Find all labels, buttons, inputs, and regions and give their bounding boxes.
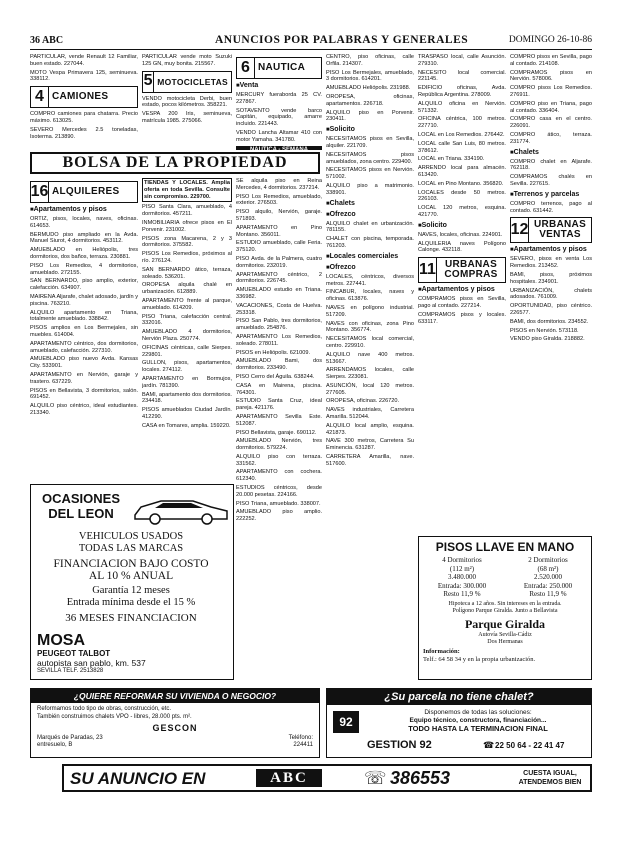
classified-ad: LOCAL en Los Remedios. 276442. xyxy=(418,131,505,138)
nautica-promo xyxy=(236,146,322,150)
reforma-line: También construimos chalets VPO - libres, 28.000 pts. m². xyxy=(37,714,192,720)
pisos-offers xyxy=(419,556,591,599)
phone-label: Teléfono: xyxy=(288,735,313,741)
classified-ad: AMUEBLADO piso amplio. 222252. xyxy=(236,509,322,523)
classified-ad: ALQUILO piso a matrimonio. 338901. xyxy=(326,182,414,196)
classified-ad: APARTAMENTO con cochera. 612340. xyxy=(236,469,322,483)
classified-ad: ALQUILO piso céntrico, ideal estudiantes. 213340. xyxy=(30,403,138,416)
classified-ad: EDIFICIO oficinas, Avda. República Argentina. 278009. xyxy=(418,85,506,98)
abc-bar-slogan xyxy=(510,769,590,787)
classified-ad: PISOS en Heliópolis. 621009. xyxy=(236,349,311,356)
gestion-phone: 22 50 64 - 22 41 47 xyxy=(495,741,565,750)
classified-ad: APARTAMENTO Sevilla Este. 512087. xyxy=(236,413,322,427)
reforma-phone xyxy=(289,735,313,749)
subsection-heading: ■ Terrenos y parcelas xyxy=(510,191,592,199)
column-1-alquileres xyxy=(30,178,138,480)
column-3-alquileres xyxy=(236,178,322,680)
classified-ad: PISO Santa Clara, amueblado, 4 dormitorios. 457211. xyxy=(142,204,232,218)
section-number: 16 xyxy=(31,182,49,202)
classified-ad: NAVES con oficinas, zona Pino Montano. 356774. xyxy=(326,320,414,334)
gestion-92-logo: GESTION 92 xyxy=(367,739,432,751)
reforma-title: ¿QUIERE REFORMAR SU VIVIENDA O NEGOCIO? xyxy=(31,689,319,703)
classified-ad: GULLON, pisos, apartamentos, locales. 274112. xyxy=(142,360,232,374)
gestion-badge: 92 xyxy=(333,711,359,733)
classified-ad: AMUEBLADO piso nuevo Avda. Kansas City. 533901. xyxy=(30,356,138,370)
ocasiones-line: AL 10 % ANUAL xyxy=(88,570,174,582)
classified-ad: PISO San Pablo, tres dormitorios, amueblado. 254876. xyxy=(236,318,322,332)
classified-ad: TRASPASO local, calle Asunción. 279310. xyxy=(418,54,506,67)
classified-ad: CARRETERA Amarilla, nave. 517600. xyxy=(326,454,414,467)
pisos-road: Autovía Sevilla-Cádiz xyxy=(478,631,532,638)
classified-ad: PISO Triana, calefacción central. 332016. xyxy=(142,313,232,327)
subsection-heading: ■ Apartamentos y pisos xyxy=(418,286,506,294)
classified-ad: URBANIZACIÓN, chalets adosados. 761009. xyxy=(510,287,592,301)
offer-2-dorm xyxy=(505,556,591,599)
address-line: Marqués de Paradas, 23 xyxy=(37,735,103,741)
classified-ad: COMPRO ático, terraza. 231774. xyxy=(510,131,592,145)
offer-line: Entrada: 300.000 xyxy=(437,581,487,590)
column-1-top xyxy=(30,54,138,150)
classified-ad: VENDO motocicleta Derbi, buen estado, pocos kilómetros. 358221. xyxy=(142,95,232,109)
column-2-alquileres xyxy=(142,178,232,430)
classified-ad: OROPESA alquila chalé en urbanización. 612889. xyxy=(142,282,232,296)
offer-line: 2 Dormitorios xyxy=(528,556,568,564)
classified-ad: COMPRO terrenos, pago al contado. 631442. xyxy=(510,200,592,214)
classified-ad: ALQUILERIA naves Polígono Calonge. 432118. xyxy=(418,240,506,254)
promo-line: NAUTICA - SEMANA xyxy=(249,146,309,150)
section-header-nautica xyxy=(236,57,322,79)
classified-ad: CENTRO, piso oficinas, calle Orfila. 214307. xyxy=(326,54,414,67)
classified-ad: COMPRO piso en Triana, pago al contado. 336404. xyxy=(510,100,592,114)
classified-ad: PISOS zona Macarena, 2 y 3 dormitorios. 375582. xyxy=(142,235,232,249)
bolsa-propiedad-banner: BOLSA DE LA PROPIEDAD xyxy=(30,152,320,174)
section-label: CAMIONES xyxy=(52,91,109,103)
boxed-ad: TIENDAS Y LOCALES. Amplia oferta en toda Sevilla. Consulte sin compromiso. 229700. xyxy=(142,178,232,202)
classified-ad: SOTAVENTO vende barco Capitán, equipado, amarre incluido. 221443. xyxy=(236,107,322,128)
classified-ad: BAMI, apartamento dos dormitorios. 234418. xyxy=(142,391,232,405)
classified-ad: NAVES industriales, Carretera Amarilla. 512044. xyxy=(326,407,414,421)
ocasiones-title-line: OCASIONES xyxy=(41,491,120,506)
reforma-address xyxy=(37,735,103,749)
classified-ad: OFICINA céntrica, 100 metros. 227710. xyxy=(418,116,506,130)
classified-ad: VENDO piso Giralda. 218882. xyxy=(510,336,585,343)
pisos-llave-en-mano-ad xyxy=(418,536,592,680)
classified-ad: NAVE 300 metros, Carretera Su Eminencia. 631287. xyxy=(326,438,414,452)
reforma-line: Reformamos todo tipo de obras, construcción, etc. xyxy=(37,706,172,712)
subsection-heading: ■ Solicito xyxy=(326,126,414,134)
section-number: 6 xyxy=(237,58,255,78)
classified-ad: APARTAMENTO frente al parque, amueblado. 614209. xyxy=(142,297,232,311)
classified-ad: CHALET con piscina, temporada. 761203. xyxy=(326,236,414,249)
classified-ad: PISO Los Remedios, amueblado, exterior. 276503. xyxy=(236,193,322,207)
section-label xyxy=(437,260,505,280)
ocasiones-title-line: DEL LEON xyxy=(48,506,114,521)
classified-ad: ARRENDO local para almacén. 613420. xyxy=(418,165,506,178)
section-label: NAUTICA xyxy=(258,62,306,73)
classified-ad: LOCALES, céntricos, diversos metros. 227441. xyxy=(326,273,414,287)
section-label-line: VENTAS xyxy=(539,229,581,241)
classified-ad: COMPRAMOS pisos y locales. 633117. xyxy=(418,311,506,325)
classified-ad: LOCAL en Triana. 334190. xyxy=(418,156,485,163)
pisos-note: Hipoteca a 12 años. Sin intereses en la entrada. xyxy=(448,600,562,607)
mosa-dealer xyxy=(37,633,227,675)
pisos-info-label: Información: xyxy=(423,647,460,655)
reforma-ad xyxy=(30,688,320,758)
classified-ad: NECESITAMOS pisos en Nervión. 571002. xyxy=(326,167,414,181)
classified-ad: CASA en Mairena, piscina. 764301. xyxy=(236,382,322,396)
classified-ad: OFICINAS céntricas, calle Sierpes. 229801. xyxy=(142,344,232,358)
classified-ad: OROPESA, oficinas, apartamentos. 226718. xyxy=(326,93,414,107)
classified-ad: PISO Los Remedios, 4 dormitorios, amueblado. 272155. xyxy=(30,262,138,276)
ocasiones-line: TODAS LAS MARCAS xyxy=(78,543,184,554)
classified-ad: AMUEBLADO en Heliópolis, tres dormitorios, dos baños, terraza. 230881. xyxy=(30,247,138,260)
classified-ad: NECESITAMOS pisos amueblados, zona centro. 229400. xyxy=(326,151,414,165)
classified-ad: OROPESA, oficinas. 226720. xyxy=(326,398,400,405)
classified-ad: CASA en Tomares, amplia. 159220. xyxy=(142,422,231,429)
ocasiones-line: VEHICULOS USADOS xyxy=(78,531,184,542)
section-header-urbanas-compras xyxy=(418,257,506,283)
page-number: 36 ABC xyxy=(30,35,64,46)
phone-icon: ☎ xyxy=(483,740,495,750)
classified-ad: OPORTUNIDAD, piso céntrico. 226577. xyxy=(510,303,592,316)
offer-line: (68 m²) xyxy=(537,564,559,573)
section-label: MOTOCICLETAS xyxy=(157,76,228,87)
abc-phone: 386553 xyxy=(390,768,451,788)
subsection-heading: ■ Solicito xyxy=(418,222,506,230)
ocasiones-body xyxy=(31,531,231,624)
classified-ad: PISOS Los Remedios, próximos al río. 276124. xyxy=(142,251,232,264)
classified-ad: BERMUDO piso ampliado en la Avda. Manuel Siurot, 4 dormitorios. 453112. xyxy=(30,231,138,245)
ocasiones-title xyxy=(35,491,127,521)
subsection-heading: ■ Venta xyxy=(236,82,322,90)
mosa-logo: MOSA xyxy=(37,632,85,649)
section-label xyxy=(529,220,591,240)
classified-ad: PISO Los Bermejales, amueblado, 3 dormitorios. 614201. xyxy=(326,69,414,83)
dealer-brand: PEUGEOT TALBOT xyxy=(37,649,111,658)
classified-ad: APARTAMENTO en Bormujos, jardín. 781390. xyxy=(142,375,232,389)
classified-ad: PISOS amueblados Ciudad Jardín. 412290. xyxy=(142,407,232,420)
classified-ad: AMUEBLADO Heliópolis. 231988. xyxy=(326,85,411,92)
classified-ad: ALQUILO piso con terraza. 331562. xyxy=(236,453,322,467)
classified-ad: APARTAMENTO en Pino Montano. 356011. xyxy=(236,224,322,238)
pisos-road: Dos Hermanas xyxy=(487,638,523,645)
slogan-line: CUESTA IGUAL, xyxy=(523,770,577,777)
subsection-heading: ■ Apartamentos y pisos xyxy=(30,206,138,214)
dealer-phone: SEVILLA TELF. 2513828 xyxy=(37,668,104,674)
classified-ad: APARTAMENTO céntrico, dos dormitorios, amueblado, calefacción. 227310. xyxy=(30,340,138,354)
classified-ad: COMPRAMOS pisos en Sevilla, pago al contado. 227214. xyxy=(418,296,506,309)
classified-ad: SEVERO, pisos en venta Los Remedios. 213452. xyxy=(510,256,592,270)
parque-giralda: Parque Giralda xyxy=(464,616,546,631)
column-5 xyxy=(418,54,506,532)
classified-ad: NAVES, locales, oficinas. 224901. xyxy=(418,231,503,238)
classified-ad: ASUNCIÓN, local 120 metros. 277605. xyxy=(326,382,414,396)
classified-ad: PISOS en Nervión. 573118. xyxy=(510,327,579,334)
parcela-line: Equipo técnico, constructora, financiación... xyxy=(409,717,547,724)
offer-line: Resto 11,9 % xyxy=(443,590,481,598)
parcela-line: Disponemos de todas las soluciones: xyxy=(424,709,532,716)
offer-line: Entrada: 250.000 xyxy=(523,581,573,590)
offer-4-dorm xyxy=(419,556,505,599)
section-number: 4 xyxy=(31,87,49,107)
pisos-title: PISOS LLAVE EN MANO xyxy=(435,540,575,554)
classified-ad: NECESITAMOS local comercial, centro. 229910. xyxy=(326,336,414,349)
classified-ad: NAVES en polígono industrial. 517209. xyxy=(326,304,414,318)
classified-ad: COMPRO pisos en Sevilla, pago al contado. 214108. xyxy=(510,54,592,67)
classified-ad: PARTICULAR, vende Renault 12 Familiar, buen estado. 227044. xyxy=(30,54,138,67)
classified-ad: ALQUILO oficina en Nervión. 571332. xyxy=(418,100,506,114)
classified-ad: APARTAMENTO Los Remedios, soleado. 278011. xyxy=(236,333,322,347)
section-number: 5 xyxy=(143,72,154,92)
section-label-line: URBANAS xyxy=(533,219,587,231)
abc-anuncio-bar xyxy=(62,764,592,792)
classified-ad: LOCAL en Pino Montano. 356820. xyxy=(418,180,504,187)
classified-ad: PISOS en Bellavista, 3 dormitorios, salón. 691452. xyxy=(30,387,138,401)
classified-ad: PARTICULAR vende moto Suzuki 125 GN, muy bonita. 215567. xyxy=(142,54,232,67)
classified-ad: PISO Triana, amueblado. 338007. xyxy=(236,500,321,507)
classified-ad: ALQUILO chalet en urbanización. 781155. xyxy=(326,220,414,234)
abc-bar-text: SU ANUNCIO EN xyxy=(70,769,206,788)
parcela-line: TODO HASTA LA TERMINACION FINAL xyxy=(408,724,548,733)
offer-line: 2.520.000 xyxy=(534,573,562,581)
classified-ad: AMUEBLADO Nervión, tres dormitorios. 579224. xyxy=(236,438,322,452)
classified-ad: LOCAL calle San Luis, 80 metros. 378612. xyxy=(418,140,506,154)
classified-ad: MAIRENA Aljarafe, chalet adosado, jardín y piscina. 763210. xyxy=(30,293,138,307)
classified-ad: COMPRO camiones para chatarra. Precio máximo. 613025. xyxy=(30,111,138,124)
classified-ad: COMPRO casa en el centro. 226091. xyxy=(510,116,592,130)
offer-line: (112 m²) xyxy=(449,564,475,573)
issue-date: DOMINGO 26-10-86 xyxy=(508,35,592,45)
classified-ad: VACACIONES, Costa de Huelva. 253318. xyxy=(236,302,322,316)
classified-ad: ESTUDIO Santa Cruz, ideal pareja. 421176. xyxy=(236,398,322,412)
classified-ad: BAMI, dos dormitorios. 234552. xyxy=(510,318,589,325)
parcela-body xyxy=(367,709,589,733)
reforma-body xyxy=(31,703,319,723)
offer-line: 3.480.000 xyxy=(448,573,476,581)
classified-ad: SEVERO Mercedes 2.5 toneladas, Isoterma. 213890. xyxy=(30,126,138,140)
classified-ad: ALQUILO piso en Porvenir. 230411. xyxy=(326,109,414,123)
classified-ad: ALQUILO local amplio, esquina. 421873. xyxy=(326,422,414,436)
subsection-heading: ■ Locales comerciales xyxy=(326,253,414,261)
subsection-heading: ■ Chalets xyxy=(326,200,414,208)
section-header-camiones xyxy=(30,86,138,108)
subsection-heading: ■ Ofrezco xyxy=(326,264,414,272)
section-header-motocicletas xyxy=(142,71,232,93)
classified-ad: PISO Cerro del Águila. 638244. xyxy=(236,373,315,380)
classified-ad: SAN BERNARDO, piso amplio, exterior, calefacción. 634907. xyxy=(30,278,138,292)
classified-ad: ARRENDAMOS locales, calle Sierpes. 223081. xyxy=(326,367,414,381)
ocasiones-line: Entrada mínima desde el 15 % xyxy=(66,597,196,608)
section-title: ANUNCIOS POR PALABRAS Y GENERALES xyxy=(215,34,469,46)
classified-ad: INMOBILIARIA ofrece pisos en El Porvenir. 231002. xyxy=(142,219,232,233)
classified-ad: VESPA 200 Iris, seminueva, matrícula 1985. 275066. xyxy=(142,111,232,124)
section-header-urbanas-ventas xyxy=(510,217,592,243)
classified-ad: VENDO Lancha Altamar 410 con motor Yamaha. 341780. xyxy=(236,129,322,143)
pisos-phone: Telf.: 64 58 34 y en la propia urbanización. xyxy=(423,655,536,663)
classified-ad: ALQUILO apartamento en Triana, totalmente amueblado. 338842. xyxy=(30,309,138,323)
column-2-top xyxy=(142,54,232,150)
classified-ad: PISO Bellavista, garaje. 690112. xyxy=(236,429,317,436)
address-line: entresuelo, B xyxy=(37,742,73,748)
slogan-line: ATENDEMOS BIEN xyxy=(518,779,582,786)
ocasiones-line: Garantía 12 meses xyxy=(92,585,170,596)
classified-ad: NECESITO local comercial. 221145. xyxy=(418,69,506,83)
classified-ad: PISOS amplios en Los Bermejales, sin muebles. 614004. xyxy=(30,325,138,338)
ocasiones-del-leon-ad xyxy=(30,484,234,680)
classified-ad: COMPRAMOS pisos en Nervión. 578006. xyxy=(510,69,592,83)
column-6 xyxy=(510,54,592,532)
car-illustration xyxy=(131,491,231,527)
subsection-heading: ■ Ofrezco xyxy=(326,211,414,219)
offer-line: 4 Dormitorios xyxy=(442,556,482,564)
masthead xyxy=(30,34,592,50)
pisos-location: Polígono Parque Giralda. Junto a Bellavista xyxy=(452,607,558,614)
classified-ad: SE alquila piso en Reina Mercedes, 4 dormitorios. 237214. xyxy=(236,178,322,191)
classified-ad: COMPRO pisos Los Remedios. 276911. xyxy=(510,85,592,98)
subsection-heading: ■ Apartamentos y pisos xyxy=(510,246,592,254)
section-label-line: URBANAS xyxy=(444,259,498,271)
subsection-heading: ■ Chalets xyxy=(510,149,592,157)
section-header-alquileres xyxy=(30,181,138,203)
section-number: 12 xyxy=(511,218,529,242)
section-label-line: COMPRAS xyxy=(444,269,498,281)
column-3-top xyxy=(236,54,322,150)
classified-ad: PISO Avda. de la Palmera, cuatro dormitorios. 232019. xyxy=(236,255,322,269)
classified-ad: ORTIZ, pisos, locales, naves, oficinas. 614653. xyxy=(30,216,138,229)
classified-ad: APARTAMENTO céntrico, 2 dormitorios. 226745. xyxy=(236,271,322,285)
classified-ad: LOCALES desde 50 metros. 226103. xyxy=(418,189,506,203)
classified-ad: ALQUILO nave 400 metros. 513667. xyxy=(326,351,414,365)
classified-ad: COMPRO chalet en Aljarafe. 762118. xyxy=(510,158,592,172)
telephone-icon: ☏ xyxy=(364,768,387,788)
ocasiones-line: 36 MESES FINANCIACION xyxy=(65,612,197,624)
classified-ad: APARTAMENTO en Nervión, garaje y trastero. 637229. xyxy=(30,371,138,385)
abc-logo: ABC xyxy=(256,769,322,787)
classified-ad: AMUEBLADO Bami, dos dormitorios. 233490. xyxy=(236,358,322,372)
phone-number: 224411 xyxy=(293,742,313,748)
gescon-logo: GESCON xyxy=(152,723,198,733)
classified-ad: NECESITAMOS pisos en Sevilla, alquiler. 221709. xyxy=(326,136,414,149)
classified-ad: PISO alquilo, Nervión, garaje. 571893. xyxy=(236,209,322,222)
classified-ad: ESTUDIO amueblado, calle Feria. 375120. xyxy=(236,240,322,254)
classified-ad: SAN BERNARDO ático, terraza, soleado. 536201. xyxy=(142,266,232,280)
classified-ad: MERCURY fueraborda 25 CV. 227867. xyxy=(236,92,322,105)
classified-ad: MOTO Vespa Primavera 125, seminueva. 338112. xyxy=(30,69,138,83)
dealer-address: autopista san pablo, km. 537 xyxy=(37,658,146,668)
classified-ad: LOCAL 120 metros, esquina. 421770. xyxy=(418,205,506,218)
parcela-ad xyxy=(326,688,592,758)
section-label: ALQUILERES xyxy=(52,186,120,197)
classified-ad: COMPRAMOS chalés en Sevilla. 227615. xyxy=(510,174,592,187)
parcela-title: ¿Su parcela no tiene chalet? xyxy=(327,689,591,705)
ocasiones-line: FINANCIACION BAJO COSTO xyxy=(53,558,209,570)
section-number: 11 xyxy=(419,258,437,282)
reforma-footer xyxy=(31,733,319,751)
offer-line: Resto 11,9 % xyxy=(529,590,567,598)
classified-ad: AMUEBLADO estudio en Triana. 336982. xyxy=(236,287,322,300)
column-4 xyxy=(326,54,414,532)
classified-ad: AMUEBLADO 4 dormitorios, Nervión Plaza. 250774. xyxy=(142,329,232,342)
classified-ad: BAMI, pisos, próximos hospitales. 234901. xyxy=(510,271,592,285)
classified-ad: ESTUDIOS céntricos, desde 20.000 pesetas. 224166. xyxy=(236,485,322,498)
classified-ad: FINCABUR, locales, naves y oficinas. 613876. xyxy=(326,289,414,303)
